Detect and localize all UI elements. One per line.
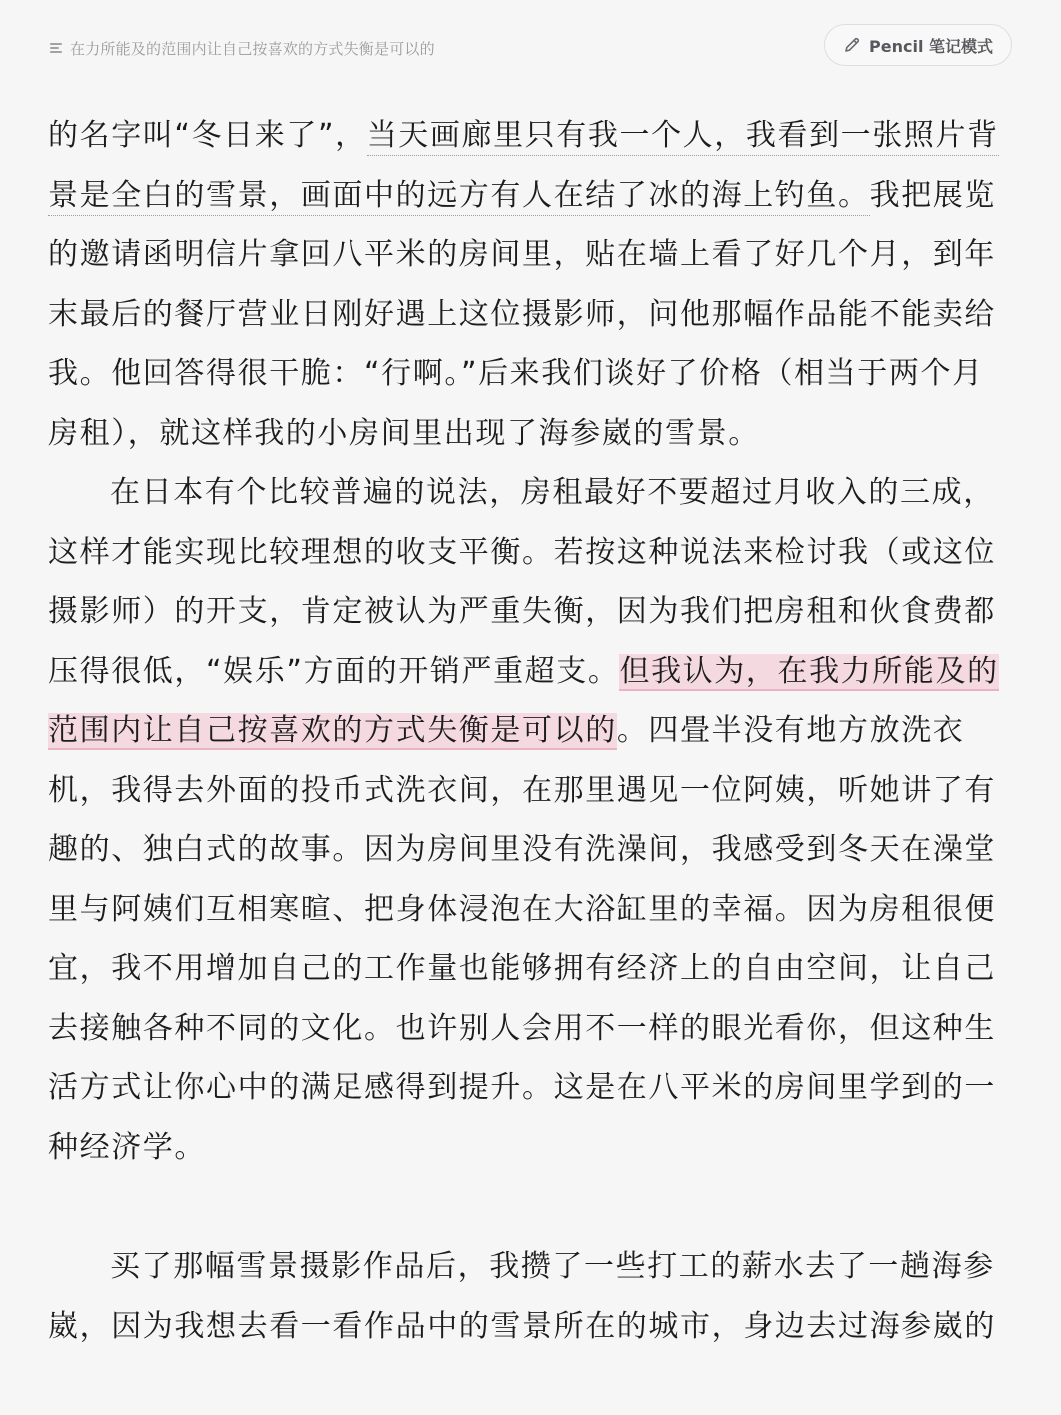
text-line: 房租），就这样我的小房间里出现了海参崴的雪景。 bbox=[48, 415, 760, 451]
text-line: 崴，因为我想去看一看作品中的雪景所在的城市，身边去过海参崴的 bbox=[48, 1308, 996, 1344]
annotated-text[interactable]: 景是全白的雪景，画面中的远方有人在结了冰的海上钓鱼。 bbox=[48, 178, 870, 216]
text-line: 买了那幅雪景摄影作品后，我攒了一些打工的薪水去了一趟海参 bbox=[110, 1249, 995, 1284]
text-line bbox=[48, 166, 1008, 226]
text-line: 活方式让你心中的满足感得到提升。这是在八平米的房间里学到的一 bbox=[48, 1070, 996, 1105]
text-segment: 的名字叫“冬日来了”， bbox=[48, 118, 367, 153]
highlighted-text[interactable]: 范围内让自己按喜欢的方式失衡是可以的 bbox=[48, 713, 617, 748]
text-line: 里与阿姨们互相寒暄、把身体浸泡在大浴缸里的幸福。因为房租很便 bbox=[48, 891, 996, 927]
table-of-contents-link[interactable] bbox=[50, 36, 435, 60]
pencil-mode-button[interactable] bbox=[824, 24, 1012, 66]
paragraph-gap bbox=[48, 1177, 1008, 1237]
annotated-text[interactable]: 当天画廊里只有我一个人，我看到一张照片背 bbox=[367, 118, 999, 156]
pencil-mode-label: Pencil 笔记模式 bbox=[869, 36, 993, 56]
text-line: 这样才能实现比较理想的收支平衡。若按这种说法来检讨我（或这位 bbox=[48, 534, 996, 570]
paragraph bbox=[48, 106, 1008, 463]
paragraph bbox=[48, 463, 1008, 1177]
text-segment: 我把展览 bbox=[869, 177, 997, 213]
list-icon bbox=[50, 43, 62, 53]
top-bar bbox=[0, 0, 1061, 92]
paragraph bbox=[48, 1237, 1008, 1356]
text-line bbox=[48, 106, 1008, 166]
text-line: 趣的、独白式的故事。因为房间里没有洗澡间，我感受到冬天在澡堂 bbox=[48, 832, 996, 867]
text-line: 的邀请函明信片拿回八平米的房间里，贴在墙上看了好几个月，到年 bbox=[48, 237, 996, 272]
text-line: 我。他回答得很干脆：“行啊。”后来我们谈好了价格（相当于两个月 bbox=[48, 356, 984, 391]
text-segment: 。四畳半没有地方放洗衣 bbox=[616, 713, 965, 748]
toc-title: 在力所能及的范围内让自己按喜欢的方式失衡是可以的 bbox=[70, 39, 435, 58]
text-line bbox=[48, 642, 1008, 702]
text-line: 去接触各种不同的文化。也许别人会用不一样的眼光看你，但这种生 bbox=[48, 1010, 996, 1046]
text-line: 宜，我不用增加自己的工作量也能够拥有经济上的自由空间，让自己 bbox=[48, 951, 996, 986]
text-line bbox=[48, 701, 1008, 761]
text-line: 末最后的餐厅营业日刚好遇上这位摄影师，问他那幅作品能不能卖给 bbox=[48, 296, 996, 332]
pencil-icon bbox=[843, 36, 861, 54]
text-line: 摄影师）的开支，肯定被认为严重失衡，因为我们把房租和伙食费都 bbox=[48, 594, 996, 629]
text-line: 机，我得去外面的投币式洗衣间，在那里遇见一位阿姨，听她讲了有 bbox=[48, 772, 996, 808]
highlighted-text[interactable]: 但我认为，在我力所能及的 bbox=[619, 653, 999, 689]
text-segment: 压得很低，“娱乐”方面的开销严重超支。 bbox=[48, 653, 620, 689]
article-body bbox=[48, 106, 1008, 1356]
text-line: 在日本有个比较普遍的说法，房租最好不要超过月收入的三成， bbox=[110, 475, 995, 510]
text-line: 种经济学。 bbox=[48, 1129, 206, 1165]
